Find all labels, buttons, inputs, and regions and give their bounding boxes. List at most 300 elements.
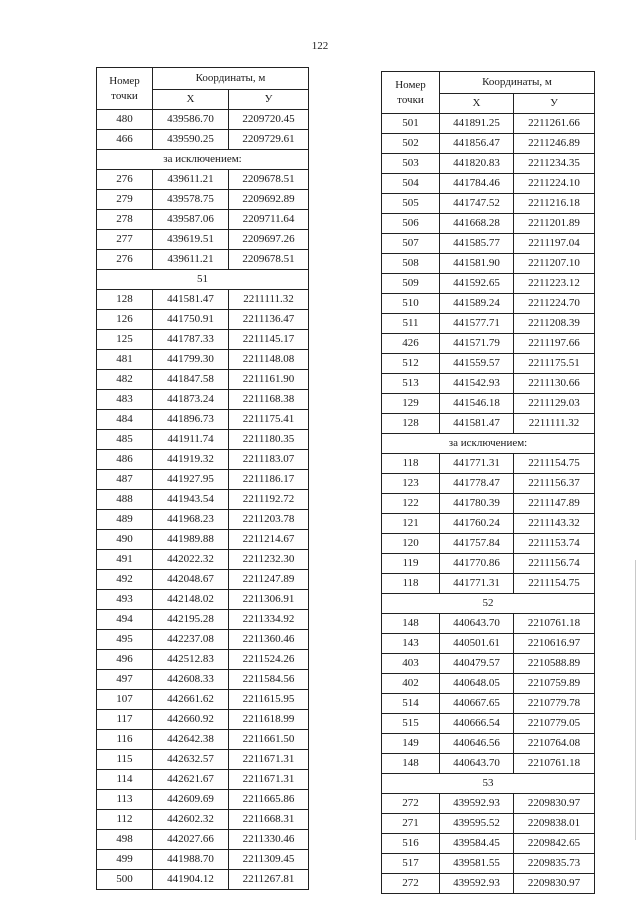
y-coordinate-cell: 2209838.01	[514, 814, 595, 834]
y-coordinate-cell: 2211143.32	[514, 514, 595, 534]
point-number-cell: 466	[97, 130, 153, 150]
x-coordinate-cell: 441778.47	[440, 474, 514, 494]
coordinates-table-left	[96, 67, 309, 890]
point-number-cell: 128	[382, 414, 440, 434]
y-coordinate-cell: 2210779.78	[514, 694, 595, 714]
point-number-cell: 276	[97, 170, 153, 190]
x-coordinate-cell: 441581.47	[153, 290, 229, 310]
section-label: 52	[382, 594, 595, 614]
point-number-cell: 149	[382, 734, 440, 754]
x-coordinate-cell: 439584.45	[440, 834, 514, 854]
point-number-cell: 504	[382, 174, 440, 194]
point-number-cell: 517	[382, 854, 440, 874]
point-number-cell: 402	[382, 674, 440, 694]
x-coordinate-cell: 442609.69	[153, 790, 229, 810]
x-coordinate-cell: 442632.57	[153, 750, 229, 770]
point-number-header: Номер точки	[97, 68, 153, 110]
table-row	[382, 734, 595, 754]
y-coordinate-cell: 2211186.17	[229, 470, 309, 490]
x-coordinate-cell: 440479.57	[440, 654, 514, 674]
x-coordinate-cell: 442660.92	[153, 710, 229, 730]
x-coordinate-cell: 441668.28	[440, 214, 514, 234]
table-row	[97, 830, 309, 850]
point-number-cell: 114	[97, 770, 153, 790]
y-coordinate-cell: 2211247.89	[229, 570, 309, 590]
x-coordinate-cell: 441760.24	[440, 514, 514, 534]
table-row	[97, 550, 309, 570]
y-coordinate-cell: 2211668.31	[229, 810, 309, 830]
point-number-cell: 493	[97, 590, 153, 610]
y-coordinate-cell: 2211661.50	[229, 730, 309, 750]
table-row	[382, 694, 595, 714]
point-number-cell: 491	[97, 550, 153, 570]
table-row	[382, 674, 595, 694]
point-number-cell: 148	[382, 614, 440, 634]
x-coordinate-cell: 442642.38	[153, 730, 229, 750]
table-row	[97, 610, 309, 630]
section-row	[382, 594, 595, 614]
table-row	[382, 114, 595, 134]
table-row	[97, 130, 309, 150]
y-coordinate-cell: 2211111.32	[229, 290, 309, 310]
point-number-cell: 494	[97, 610, 153, 630]
y-coordinate-cell: 2211330.46	[229, 830, 309, 850]
y-coordinate-cell: 2211153.74	[514, 534, 595, 554]
y-coordinate-cell: 2211183.07	[229, 450, 309, 470]
x-coordinate-cell: 441577.71	[440, 314, 514, 334]
table-row	[382, 414, 595, 434]
y-coordinate-cell: 2209692.89	[229, 190, 309, 210]
y-coordinate-cell: 2211306.91	[229, 590, 309, 610]
x-coordinate-cell: 440643.70	[440, 614, 514, 634]
x-coordinate-cell: 439611.21	[153, 250, 229, 270]
table-row	[382, 554, 595, 574]
y-coordinate-cell: 2211334.92	[229, 610, 309, 630]
table-row	[97, 390, 309, 410]
table-row	[382, 514, 595, 534]
y-coordinate-cell: 2211224.70	[514, 294, 595, 314]
y-coordinate-cell: 2211130.66	[514, 374, 595, 394]
y-coordinate-cell: 2209711.64	[229, 210, 309, 230]
table-row	[97, 310, 309, 330]
y-coordinate-cell: 2211203.78	[229, 510, 309, 530]
x-coordinate-cell: 441943.54	[153, 490, 229, 510]
x-coordinate-cell: 441780.39	[440, 494, 514, 514]
point-number-cell: 502	[382, 134, 440, 154]
x-coordinate-cell: 441771.31	[440, 454, 514, 474]
table-row	[382, 314, 595, 334]
point-number-cell: 112	[97, 810, 153, 830]
point-number-cell: 492	[97, 570, 153, 590]
x-coordinate-cell: 441757.84	[440, 534, 514, 554]
y-coordinate-cell: 2211180.35	[229, 430, 309, 450]
point-number-cell: 481	[97, 350, 153, 370]
y-coordinate-cell: 2211234.35	[514, 154, 595, 174]
table-row	[97, 630, 309, 650]
x-coordinate-cell: 442621.67	[153, 770, 229, 790]
table-row	[97, 670, 309, 690]
x-coordinate-cell: 439619.51	[153, 230, 229, 250]
y-coordinate-cell: 2211671.31	[229, 750, 309, 770]
x-coordinate-cell: 442608.33	[153, 670, 229, 690]
y-coordinate-cell: 2211154.75	[514, 454, 595, 474]
point-number-cell: 510	[382, 294, 440, 314]
x-coordinate-cell: 442148.02	[153, 590, 229, 610]
point-number-cell: 500	[97, 870, 153, 890]
y-coordinate-cell: 2211161.90	[229, 370, 309, 390]
x-coordinate-cell: 441592.65	[440, 274, 514, 294]
point-number-cell: 279	[97, 190, 153, 210]
point-number-cell: 107	[97, 690, 153, 710]
x-coordinate-cell: 441750.91	[153, 310, 229, 330]
point-number-cell: 482	[97, 370, 153, 390]
x-coordinate-cell: 441546.18	[440, 394, 514, 414]
table-row	[382, 334, 595, 354]
y-coordinate-cell: 2211261.66	[514, 114, 595, 134]
x-coordinate-cell: 441542.93	[440, 374, 514, 394]
x-coordinate-cell: 441904.12	[153, 870, 229, 890]
table-row	[97, 470, 309, 490]
table-row	[97, 530, 309, 550]
x-coordinate-cell: 439595.52	[440, 814, 514, 834]
x-coordinate-cell: 440666.54	[440, 714, 514, 734]
x-coordinate-cell: 441873.24	[153, 390, 229, 410]
table-row	[382, 394, 595, 414]
point-number-cell: 126	[97, 310, 153, 330]
point-number-cell: 120	[382, 534, 440, 554]
y-coordinate-cell: 2211223.12	[514, 274, 595, 294]
point-number-cell: 501	[382, 114, 440, 134]
section-label: за исключением:	[382, 434, 595, 454]
x-coordinate-cell: 439586.70	[153, 110, 229, 130]
y-coordinate-cell: 2211309.45	[229, 850, 309, 870]
table-row	[382, 154, 595, 174]
x-coordinate-cell: 441585.77	[440, 234, 514, 254]
point-number-cell: 117	[97, 710, 153, 730]
y-coordinate-cell: 2209830.97	[514, 874, 595, 894]
point-number-cell: 495	[97, 630, 153, 650]
table-row	[97, 590, 309, 610]
y-coordinate-cell: 2211214.67	[229, 530, 309, 550]
table-row	[382, 134, 595, 154]
y-coordinate-cell: 2211175.51	[514, 354, 595, 374]
point-number-header: Номер точки	[382, 72, 440, 114]
y-coordinate-cell: 2209842.65	[514, 834, 595, 854]
point-number-cell: 129	[382, 394, 440, 414]
section-label: 53	[382, 774, 595, 794]
point-number-cell: 503	[382, 154, 440, 174]
point-number-cell: 277	[97, 230, 153, 250]
table-row	[382, 534, 595, 554]
y-coordinate-cell: 2209720.45	[229, 110, 309, 130]
table-row	[382, 874, 595, 894]
x-coordinate-cell: 441989.88	[153, 530, 229, 550]
y-coordinate-cell: 2209729.61	[229, 130, 309, 150]
x-coordinate-cell: 441891.25	[440, 114, 514, 134]
table-row	[97, 410, 309, 430]
y-coordinate-cell: 2211201.89	[514, 214, 595, 234]
table-row	[382, 294, 595, 314]
x-coordinate-cell: 442512.83	[153, 650, 229, 670]
point-number-cell: 276	[97, 250, 153, 270]
y-coordinate-cell: 2211129.03	[514, 394, 595, 414]
x-coordinate-cell: 442027.66	[153, 830, 229, 850]
y-coordinate-cell: 2211197.04	[514, 234, 595, 254]
y-coordinate-cell: 2211216.18	[514, 194, 595, 214]
page-number: 122	[311, 40, 329, 52]
y-coordinate-cell: 2209678.51	[229, 250, 309, 270]
y-coordinate-cell: 2210779.05	[514, 714, 595, 734]
point-number-cell: 143	[382, 634, 440, 654]
x-column-header: X	[440, 94, 514, 114]
table-row	[97, 710, 309, 730]
point-number-cell: 119	[382, 554, 440, 574]
x-coordinate-cell: 441820.83	[440, 154, 514, 174]
y-coordinate-cell: 2211665.86	[229, 790, 309, 810]
table-row	[97, 290, 309, 310]
table-row	[382, 214, 595, 234]
x-coordinate-cell: 441919.32	[153, 450, 229, 470]
table-row	[97, 250, 309, 270]
y-column-header: У	[229, 90, 309, 110]
table-row	[382, 814, 595, 834]
point-number-cell: 118	[382, 454, 440, 474]
y-coordinate-cell: 2210761.18	[514, 614, 595, 634]
x-coordinate-cell: 439611.21	[153, 170, 229, 190]
point-number-cell: 507	[382, 234, 440, 254]
table-row	[382, 654, 595, 674]
x-coordinate-cell: 442022.32	[153, 550, 229, 570]
x-coordinate-cell: 442661.62	[153, 690, 229, 710]
section-label: за исключением:	[97, 150, 309, 170]
point-number-cell: 509	[382, 274, 440, 294]
table-row	[97, 790, 309, 810]
point-number-cell: 403	[382, 654, 440, 674]
table-row	[382, 374, 595, 394]
point-number-cell: 506	[382, 214, 440, 234]
point-number-cell: 123	[382, 474, 440, 494]
coordinates-header: Координаты, м	[153, 68, 309, 90]
y-coordinate-cell: 2209678.51	[229, 170, 309, 190]
x-coordinate-cell: 441787.33	[153, 330, 229, 350]
y-coordinate-cell: 2211524.26	[229, 650, 309, 670]
y-coordinate-cell: 2211156.74	[514, 554, 595, 574]
table-row	[97, 110, 309, 130]
x-coordinate-cell: 441784.46	[440, 174, 514, 194]
table-row	[382, 754, 595, 774]
point-number-cell: 496	[97, 650, 153, 670]
x-coordinate-cell: 440667.65	[440, 694, 514, 714]
y-coordinate-cell: 2211148.08	[229, 350, 309, 370]
section-row	[97, 270, 309, 290]
table-row	[97, 490, 309, 510]
table-row	[382, 174, 595, 194]
table-row	[97, 730, 309, 750]
point-number-cell: 485	[97, 430, 153, 450]
x-coordinate-cell: 441968.23	[153, 510, 229, 530]
y-coordinate-cell: 2211615.95	[229, 690, 309, 710]
point-number-cell: 426	[382, 334, 440, 354]
point-number-cell: 125	[97, 330, 153, 350]
x-coordinate-cell: 441847.58	[153, 370, 229, 390]
point-number-cell: 480	[97, 110, 153, 130]
y-coordinate-cell: 2211147.89	[514, 494, 595, 514]
point-number-cell: 271	[382, 814, 440, 834]
point-number-cell: 499	[97, 850, 153, 870]
y-coordinate-cell: 2211156.37	[514, 474, 595, 494]
table-row	[97, 570, 309, 590]
y-coordinate-cell: 2211618.99	[229, 710, 309, 730]
x-coordinate-cell: 439587.06	[153, 210, 229, 230]
point-number-cell: 148	[382, 754, 440, 774]
table-row	[97, 190, 309, 210]
point-number-cell: 513	[382, 374, 440, 394]
point-number-cell: 512	[382, 354, 440, 374]
x-coordinate-cell: 440501.61	[440, 634, 514, 654]
point-number-cell: 490	[97, 530, 153, 550]
table-row	[97, 230, 309, 250]
x-coordinate-cell: 441589.24	[440, 294, 514, 314]
table-row	[97, 690, 309, 710]
point-number-cell: 272	[382, 794, 440, 814]
table-row	[97, 750, 309, 770]
x-coordinate-cell: 441747.52	[440, 194, 514, 214]
y-coordinate-cell: 2211154.75	[514, 574, 595, 594]
point-number-cell: 115	[97, 750, 153, 770]
coordinates-header: Координаты, м	[440, 72, 595, 94]
y-coordinate-cell: 2211168.38	[229, 390, 309, 410]
x-coordinate-cell: 442195.28	[153, 610, 229, 630]
point-number-cell: 121	[382, 514, 440, 534]
x-coordinate-cell: 441911.74	[153, 430, 229, 450]
table-row	[97, 450, 309, 470]
point-number-cell: 514	[382, 694, 440, 714]
table-row	[382, 194, 595, 214]
y-coordinate-cell: 2210759.89	[514, 674, 595, 694]
table-row	[382, 274, 595, 294]
section-row	[382, 434, 595, 454]
table-row	[382, 474, 595, 494]
x-coordinate-cell: 440643.70	[440, 754, 514, 774]
section-row	[97, 150, 309, 170]
table-row	[97, 850, 309, 870]
point-number-cell: 278	[97, 210, 153, 230]
table-row	[382, 574, 595, 594]
y-coordinate-cell: 2211671.31	[229, 770, 309, 790]
point-number-cell: 118	[382, 574, 440, 594]
point-number-cell: 128	[97, 290, 153, 310]
section-row	[382, 774, 595, 794]
point-number-cell: 113	[97, 790, 153, 810]
y-coordinate-cell: 2210588.89	[514, 654, 595, 674]
point-number-cell: 272	[382, 874, 440, 894]
table-row	[97, 350, 309, 370]
table-row	[382, 614, 595, 634]
table-row	[382, 234, 595, 254]
x-coordinate-cell: 441571.79	[440, 334, 514, 354]
y-coordinate-cell: 2211584.56	[229, 670, 309, 690]
x-coordinate-cell: 439592.93	[440, 874, 514, 894]
y-coordinate-cell: 2211111.32	[514, 414, 595, 434]
point-number-cell: 488	[97, 490, 153, 510]
x-column-header: X	[153, 90, 229, 110]
y-coordinate-cell: 2211197.66	[514, 334, 595, 354]
table-row	[382, 454, 595, 474]
x-coordinate-cell: 441799.30	[153, 350, 229, 370]
y-coordinate-cell: 2211246.89	[514, 134, 595, 154]
x-coordinate-cell: 441770.86	[440, 554, 514, 574]
table-row	[97, 870, 309, 890]
table-row	[97, 810, 309, 830]
x-coordinate-cell: 442602.32	[153, 810, 229, 830]
point-number-cell: 484	[97, 410, 153, 430]
y-coordinate-cell: 2211175.41	[229, 410, 309, 430]
table-row	[382, 854, 595, 874]
y-coordinate-cell: 2211224.10	[514, 174, 595, 194]
x-coordinate-cell: 441559.57	[440, 354, 514, 374]
point-number-cell: 483	[97, 390, 153, 410]
x-coordinate-cell: 440648.05	[440, 674, 514, 694]
table-row	[382, 834, 595, 854]
x-coordinate-cell: 439578.75	[153, 190, 229, 210]
x-coordinate-cell: 441856.47	[440, 134, 514, 154]
y-coordinate-cell: 2210764.08	[514, 734, 595, 754]
table-row	[97, 210, 309, 230]
x-coordinate-cell: 439590.25	[153, 130, 229, 150]
table-row	[97, 330, 309, 350]
point-number-cell: 511	[382, 314, 440, 334]
point-number-cell: 497	[97, 670, 153, 690]
point-number-cell: 489	[97, 510, 153, 530]
table-row	[382, 354, 595, 374]
y-coordinate-cell: 2209835.73	[514, 854, 595, 874]
y-coordinate-cell: 2209697.26	[229, 230, 309, 250]
y-coordinate-cell: 2211232.30	[229, 550, 309, 570]
x-coordinate-cell: 441581.47	[440, 414, 514, 434]
table-row	[382, 634, 595, 654]
table-row	[97, 430, 309, 450]
table-row	[382, 254, 595, 274]
point-number-cell: 122	[382, 494, 440, 514]
point-number-cell: 515	[382, 714, 440, 734]
point-number-cell: 505	[382, 194, 440, 214]
y-coordinate-cell: 2210616.97	[514, 634, 595, 654]
x-coordinate-cell: 441581.90	[440, 254, 514, 274]
x-coordinate-cell: 439592.93	[440, 794, 514, 814]
table-row	[97, 770, 309, 790]
y-coordinate-cell: 2211207.10	[514, 254, 595, 274]
table-row	[382, 714, 595, 734]
y-coordinate-cell: 2210761.18	[514, 754, 595, 774]
y-coordinate-cell: 2211208.39	[514, 314, 595, 334]
table-row	[97, 370, 309, 390]
table-row	[97, 510, 309, 530]
coordinates-table-right	[381, 71, 595, 894]
point-number-cell: 498	[97, 830, 153, 850]
point-number-cell: 487	[97, 470, 153, 490]
x-coordinate-cell: 440646.56	[440, 734, 514, 754]
point-number-cell: 516	[382, 834, 440, 854]
x-coordinate-cell: 439581.55	[440, 854, 514, 874]
table-row	[382, 494, 595, 514]
y-coordinate-cell: 2211267.81	[229, 870, 309, 890]
table-row	[97, 650, 309, 670]
x-coordinate-cell: 441771.31	[440, 574, 514, 594]
point-number-cell: 116	[97, 730, 153, 750]
x-coordinate-cell: 442237.08	[153, 630, 229, 650]
x-coordinate-cell: 441927.95	[153, 470, 229, 490]
y-coordinate-cell: 2211360.46	[229, 630, 309, 650]
